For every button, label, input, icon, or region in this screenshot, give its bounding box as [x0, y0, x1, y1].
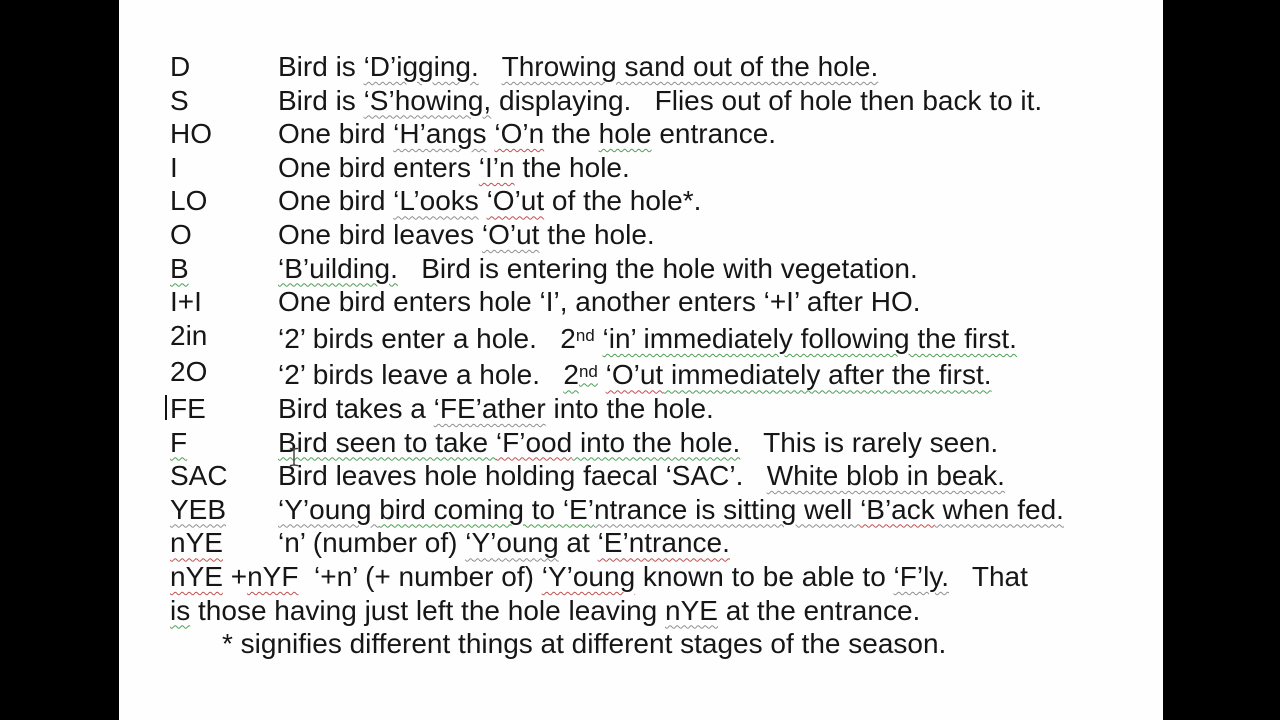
text-segment: nYE	[170, 560, 223, 592]
text-segment: F	[170, 426, 188, 458]
text-segment: One bird	[278, 185, 394, 217]
text-segment: the hole.	[539, 218, 655, 250]
glossary-description	[278, 117, 1145, 151]
text-segment: nYE	[665, 594, 718, 626]
text-segment: B	[170, 252, 189, 284]
text-segment: O	[170, 218, 192, 250]
text-segment: hole	[598, 118, 652, 150]
text-segment: Bird is	[278, 84, 364, 116]
text-segment: 2	[563, 359, 579, 391]
text-segment: ‘S’howing,	[363, 84, 492, 116]
glossary-code	[170, 252, 278, 286]
glossary-row	[170, 526, 1145, 560]
text-segment: when fed.	[934, 493, 1064, 525]
text-segment: ‘I’n	[478, 151, 515, 183]
text-segment: ‘n’ (number of)	[278, 527, 466, 559]
glossary-row	[170, 218, 1145, 252]
text-segment: into the hole.	[572, 426, 741, 458]
text-segment: Bird takes a	[278, 392, 434, 424]
text-segment: nd	[578, 362, 598, 382]
text-segment: +	[222, 560, 248, 592]
text-segment: Bird is	[278, 51, 364, 82]
glossary-code	[170, 355, 278, 392]
text-segment: 2in	[170, 319, 208, 351]
text-segment	[479, 185, 487, 216]
glossary-row	[170, 459, 1145, 493]
text-segment: Bird leaves hole holding faecal ‘SAC’.	[278, 460, 767, 492]
text-segment: of the hole*.	[544, 185, 702, 217]
glossary-code	[170, 117, 278, 151]
glossary-row	[170, 594, 1145, 628]
text-segment: ‘D’igging.	[363, 51, 479, 82]
glossary-row	[170, 627, 1145, 661]
text-segment: ntrance is sitting well	[593, 493, 861, 525]
glossary-code	[170, 526, 278, 560]
glossary-row	[170, 252, 1145, 286]
text-segment: HO	[170, 118, 212, 150]
text-segment: I	[170, 151, 178, 183]
glossary-row	[170, 560, 1145, 594]
text-segment: ‘Y’oung	[465, 527, 559, 559]
glossary-code	[170, 493, 278, 527]
text-segment: ‘O’ut	[486, 185, 545, 217]
text-segment: White blob in beak.	[766, 460, 1005, 492]
glossary-code	[170, 50, 278, 84]
glossary-description	[278, 285, 1145, 319]
glossary-code	[170, 459, 278, 493]
text-segment: This is rarely seen.	[740, 426, 999, 458]
glossary-code	[170, 426, 278, 460]
text-segment: at	[558, 527, 598, 559]
text-segment: * signifies different things at different stages of the season.	[222, 628, 947, 660]
glossary-row	[170, 493, 1145, 527]
glossary-description	[278, 355, 1145, 392]
text-segment: known to be able to	[635, 560, 894, 592]
text-segment: ‘B’uilding.	[278, 252, 398, 284]
text-segment: S	[170, 84, 189, 116]
glossary-code	[170, 184, 278, 218]
glossary-row	[170, 426, 1145, 460]
text-segment: is	[170, 594, 191, 626]
text-segment: ‘F’ly.	[893, 560, 950, 592]
document-page	[119, 0, 1163, 720]
text-segment: ‘B’ack	[860, 493, 935, 525]
text-segment: One bird enters hole ‘I’, another enters ‘+I’ after HO.	[278, 286, 921, 318]
text-segment: nd	[575, 325, 595, 345]
glossary-description	[278, 526, 1145, 560]
glossary-description	[278, 392, 1145, 426]
glossary-code	[170, 319, 278, 356]
glossary-description	[278, 459, 1145, 493]
glossary-row	[170, 355, 1145, 392]
text-segment: the	[544, 118, 599, 150]
glossary-description	[278, 493, 1145, 527]
text-segment: One bird leaves	[278, 218, 482, 250]
glossary-description	[278, 218, 1145, 252]
text-segment: ‘H’angs	[393, 118, 487, 150]
glossary-row	[170, 392, 1145, 426]
text-segment: YEB	[170, 493, 227, 525]
text-caret	[165, 395, 167, 420]
glossary-description	[278, 252, 1145, 286]
glossary-row	[170, 151, 1145, 185]
text-segment: 2O	[170, 356, 208, 388]
text-segment: Bird is entering the hole with vegetation.	[397, 252, 918, 284]
text-segment: ‘E’ntrance.	[597, 527, 730, 559]
text-segment: into the hole.	[545, 392, 714, 424]
glossary-code	[170, 84, 278, 118]
text-segment: ‘+n’ (+ number of)	[298, 560, 542, 592]
text-segment: Throwing sand out of the hole.	[501, 51, 879, 82]
glossary-description	[278, 319, 1145, 356]
text-segment	[598, 359, 606, 390]
glossary-row	[170, 319, 1145, 356]
text-segment: LO	[170, 185, 208, 217]
text-segment: SAC	[170, 460, 228, 492]
text-segment: I+I	[170, 286, 202, 318]
text-segment: ‘2’ birds enter a hole. 2	[278, 322, 576, 354]
glossary-description	[278, 151, 1145, 185]
text-segment: ‘O’ut	[605, 359, 664, 391]
text-segment: ‘FE’ather	[433, 392, 546, 424]
text-segment: ‘2’ birds leave a hole.	[278, 359, 564, 391]
glossary-description	[278, 184, 1145, 218]
glossary-code	[170, 392, 278, 426]
glossary-row	[170, 285, 1145, 319]
text-segment: ‘L’ooks	[393, 185, 479, 217]
text-segment: ‘in’ immediately following the first.	[602, 322, 1017, 354]
glossary-row	[170, 184, 1145, 218]
text-segment: those having just left the hole leaving	[190, 594, 665, 626]
text-segment: entrance.	[651, 118, 777, 150]
text-segment: displaying. Flies out of hole then back to it.	[491, 84, 1043, 116]
text-segment: nYE	[170, 527, 223, 559]
glossary-code	[170, 218, 278, 252]
text-segment: Bird seen to take	[278, 426, 496, 458]
glossary-code	[170, 151, 278, 185]
glossary-text-block[interactable]	[170, 50, 1145, 661]
text-segment: ‘F’ood	[495, 426, 573, 458]
glossary-description	[278, 84, 1145, 118]
text-segment: ‘Y’oung	[541, 560, 636, 592]
glossary-row	[170, 84, 1145, 118]
text-segment: ‘Y’oung	[278, 493, 380, 525]
text-segment: One bird enters	[278, 151, 479, 183]
text-segment: FE	[170, 392, 206, 424]
glossary-row	[170, 50, 1145, 84]
text-segment: nYF	[247, 560, 299, 592]
text-segment: bird coming to ‘E’	[379, 493, 594, 525]
glossary-row	[170, 117, 1145, 151]
text-segment	[479, 51, 502, 82]
glossary-description	[278, 50, 1145, 84]
text-segment: the hole.	[514, 151, 630, 183]
glossary-code	[170, 285, 278, 319]
text-segment: One bird	[278, 118, 394, 150]
text-segment: D	[170, 51, 191, 82]
text-segment: immediately after the first.	[663, 359, 992, 391]
text-segment: That	[949, 560, 1028, 592]
text-segment: at the entrance.	[717, 594, 921, 626]
text-segment: ‘O’n	[494, 118, 545, 150]
text-segment	[595, 323, 603, 354]
text-segment: ‘O’ut	[481, 218, 540, 250]
glossary-description	[278, 426, 1145, 460]
